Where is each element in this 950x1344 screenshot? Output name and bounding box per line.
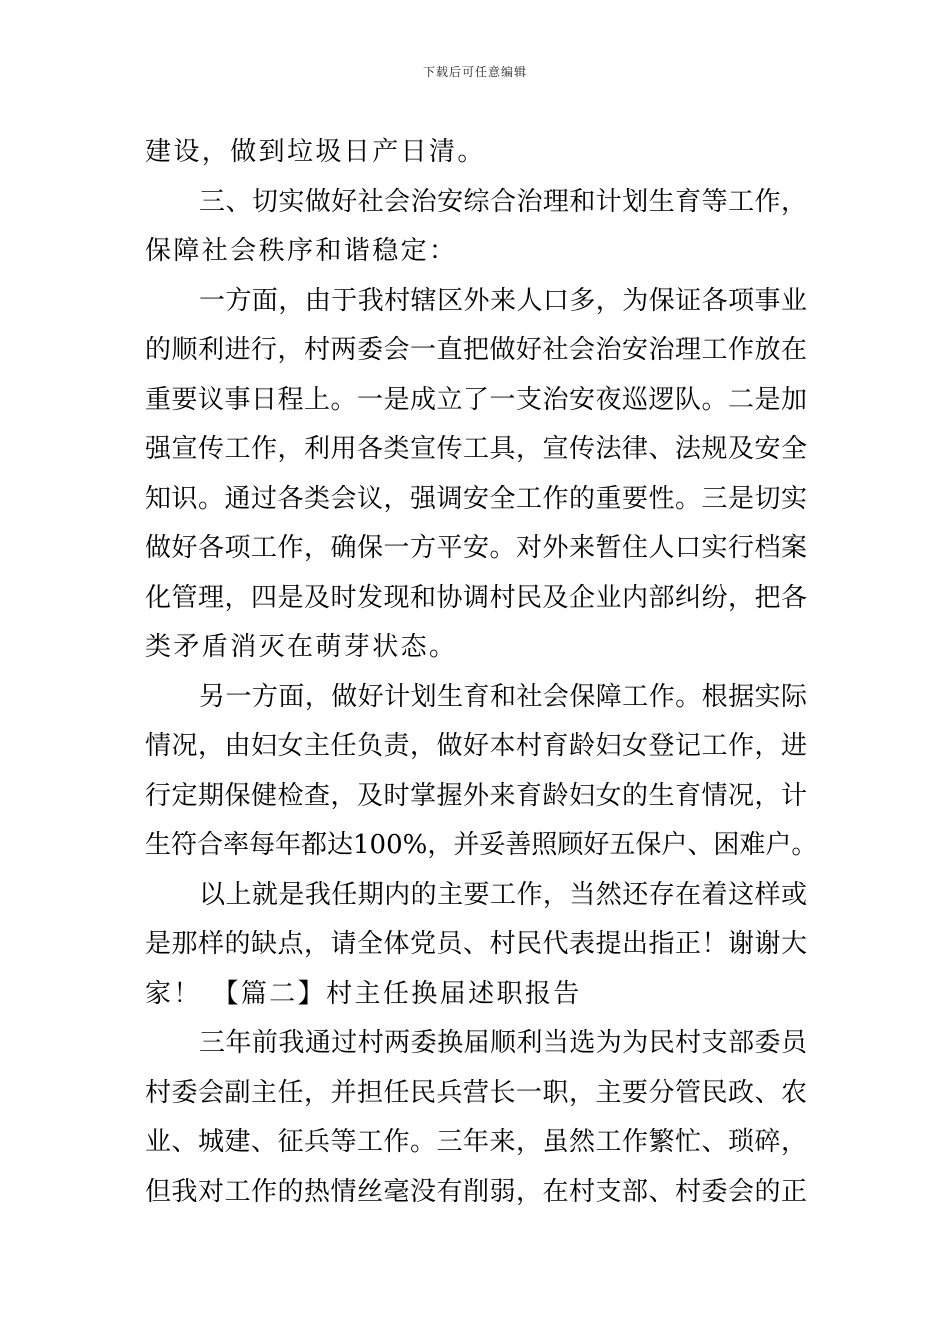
page-header: 下载后可任意编辑 <box>422 65 527 79</box>
text-line: 化管理，四是及时发现和协调村民及企业内部纠纷，把各 <box>145 582 807 613</box>
text-line: 知识。通过各类会议，强调安全工作的重要性。三是切实 <box>145 483 807 514</box>
document-body <box>145 128 818 1217</box>
text-line: 是那样的缺点，请全体党员、村民代表提出指正！谢谢大 <box>145 929 807 959</box>
text-line: 另一方面，做好计划生育和社会保障工作。根据实际 <box>199 681 807 712</box>
text-line: 强宣传工作，利用各类宣传工具，宣传法律、法规及安全 <box>145 434 807 464</box>
text-line: 做好各项工作，确保一方平安。对外来暂住人口实行档案 <box>145 533 807 563</box>
text-line: 三年前我通过村两委换届顺利当选为为民村支部委员 <box>199 1028 807 1058</box>
text-line: 以上就是我任期内的主要工作，当然还存在着这样或 <box>199 879 807 910</box>
text-line: 生符合率每年都达100%，并妥善照顾好五保户、困难户。 <box>145 830 818 860</box>
text-line: 类矛盾消灭在萌芽状态。 <box>145 632 458 662</box>
text-line: 保障社会秩序和谐稳定： <box>145 236 458 266</box>
text-line: 三、切实做好社会治安综合治理和计划生育等工作， <box>199 186 807 217</box>
text-line: 但我对工作的热情丝毫没有削弱，在村支部、村委会的正 <box>145 1176 807 1207</box>
text-line: 建设，做到垃圾日产日清。 <box>145 137 486 167</box>
text-line: 的顺利进行，村两委会一直把做好社会治安治理工作放在 <box>145 335 807 365</box>
text-line: 重要议事日程上。一是成立了一支治安夜巡逻队。二是加 <box>145 384 807 415</box>
text-line: 村委会副主任，并担任民兵营长一职，主要分管民政、农 <box>145 1077 807 1108</box>
text-line: 情况，由妇女主任负责，做好本村育龄妇女登记工作，进 <box>145 731 807 761</box>
text-line: 业、城建、征兵等工作。三年来，虽然工作繁忙、琐碎， <box>145 1127 807 1157</box>
text-line: 行定期保健检查，及时掌握外来育龄妇女的生育情况，计 <box>145 780 807 811</box>
text-line: 一方面，由于我村辖区外来人口多，为保证各项事业 <box>199 285 807 316</box>
text-line: 家！ 【篇二】村主任换届述职报告 <box>145 978 582 1009</box>
